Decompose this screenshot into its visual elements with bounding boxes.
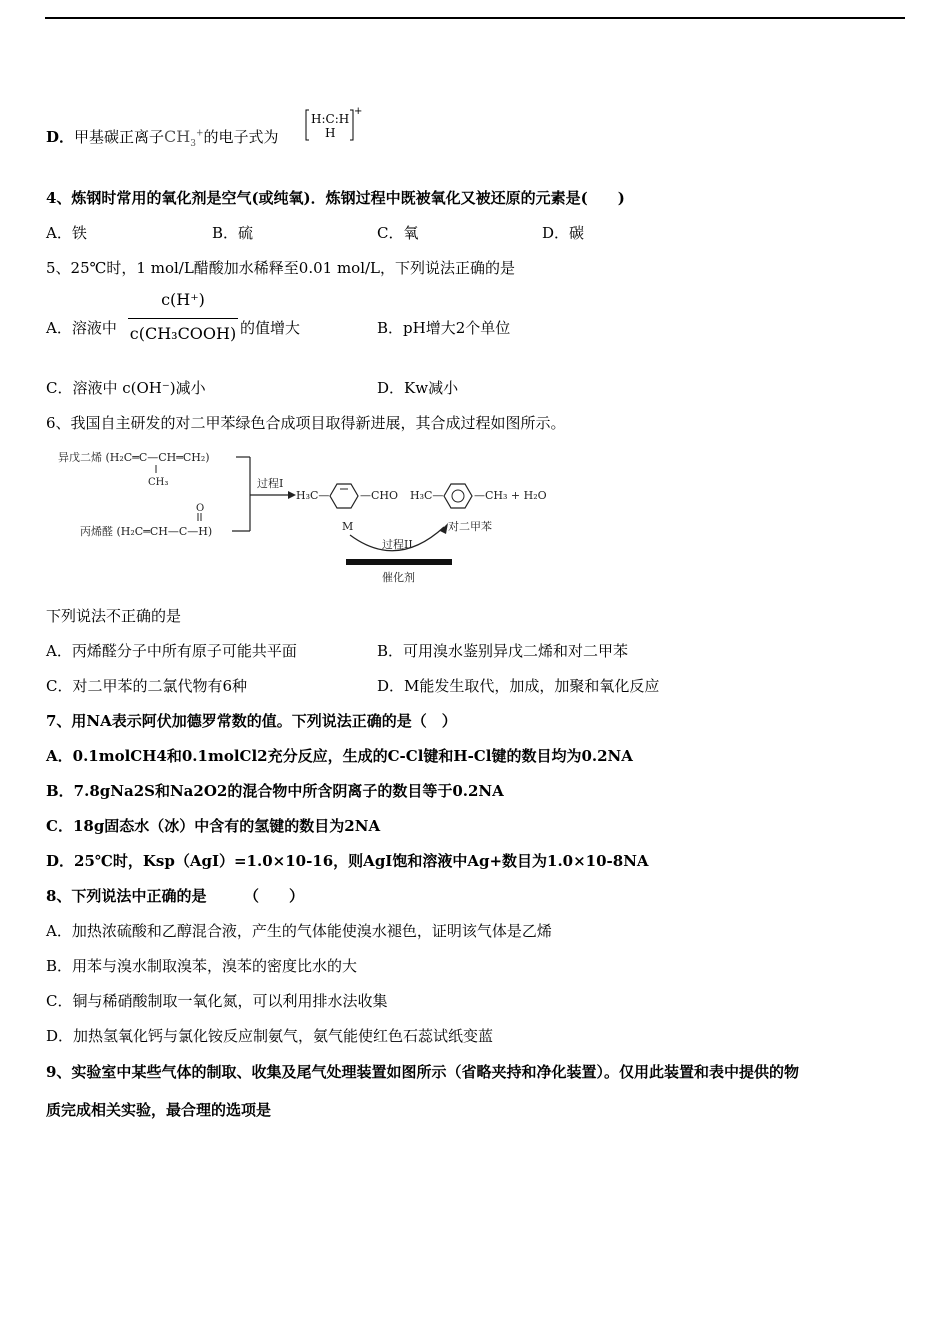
q7-option-b: B．7.8gNa2S和Na2O2的混合物中所含阴离子的数目等于0.2NA: [46, 782, 504, 800]
q6-option-c: C．对二甲苯的二氯代物有6种: [46, 677, 248, 695]
process1-label: 过程I: [257, 477, 284, 490]
q8-option-d: D．加热氢氧化钙与氯化铵反应制氨气，氨气能使红色石蕊试纸变蓝: [46, 1027, 494, 1045]
q5-stem: 5、25℃时，1 mol/L醋酸加水稀释至0.01 mol/L，下列说法正确的是: [46, 259, 516, 277]
q8-option-b: B．用苯与溴水制取溴苯，溴苯的密度比水的大: [46, 957, 358, 975]
oxygen-label: O: [196, 503, 205, 514]
q5-option-d: D．Kw减小: [377, 379, 459, 397]
process2-label: 过程II: [382, 538, 413, 551]
catalyst-label: 催化剂: [382, 571, 415, 584]
q7-option-a: A．0.1molCH4和0.1molCl2充分反应，生成的C-Cl键和H-Cl键的数目均为0.2NA: [46, 747, 633, 765]
fraction-numerator: c(H⁺): [161, 290, 205, 309]
m-label: M: [342, 520, 354, 533]
isoprene-label: 异戊二烯 (H₂C═C—CH═CH₂): [58, 451, 210, 464]
acrolein-label: 丙烯醛 (H₂C═CH—C—H): [80, 525, 213, 538]
q6-option-b: B．可用溴水鉴别异戊二烯和对二甲苯: [377, 642, 629, 660]
fraction-denominator: c(CH₃COOH): [129, 324, 237, 343]
product2-right: —CH₃ + H₂O: [474, 489, 547, 502]
q6-stem: 6、我国自主研发的对二甲苯绿色合成项目取得新进展，其合成过程如图所示。: [46, 414, 566, 432]
q9-line2: 质完成相关实验，最合理的选项是: [46, 1101, 272, 1119]
product-right: —CHO: [360, 489, 399, 502]
top-rule: [45, 17, 905, 19]
q5-option-a-pre: A．溶液中: [46, 319, 117, 337]
q3d-text2: 的电子式为: [203, 128, 279, 146]
q7-stem: 7、用NA表示阿伏加德罗常数的值。下列说法正确的是（ ）: [46, 712, 457, 730]
q8-option-c: C．铜与稀硝酸制取一氧化氮，可以利用排水法收集: [46, 992, 388, 1010]
q4-option-c: C．氧: [377, 224, 419, 242]
q6-option-d: D．M能发生取代，加成，加聚和氧化反应: [377, 677, 660, 695]
q9-line1: 9、实验室中某些气体的制取、收集及尾气处理装置如图所示（省略夹持和净化装置）。仅用此装置和表中提供的物: [46, 1063, 799, 1081]
product-left: H₃C—: [296, 489, 330, 502]
lewis-structure: [305, 106, 363, 142]
lewis-top: H:C:H: [311, 112, 350, 126]
q4-option-a: A．铁: [46, 224, 87, 242]
q5-option-c: C．溶液中 c(OH⁻)减小: [46, 379, 206, 397]
q4-option-d: D．碳: [542, 224, 585, 242]
fraction-bar: [128, 318, 238, 319]
catalyst-bar: [346, 559, 452, 565]
product2-left: H₃C—: [410, 489, 444, 502]
target-label: 对二甲苯: [448, 520, 492, 533]
methyl-label: CH₃: [148, 477, 169, 488]
q6-after: 下列说法不正确的是: [46, 607, 182, 625]
q3d-formula: $CH_3^+$: [164, 127, 204, 150]
q5-option-a-post: 的值增大: [240, 319, 301, 337]
q4-option-b: B．硫: [212, 224, 254, 242]
q5-fraction: [128, 290, 238, 350]
q8-option-a: A．加热浓硫酸和乙醇混合液，产生的气体能使溴水褪色，证明该气体是乙烯: [46, 922, 552, 940]
q3d-text1: 甲基碳正离子: [74, 128, 165, 146]
lewis-charge: +: [354, 106, 363, 117]
q5-option-b: B．pH增大2个单位: [377, 319, 511, 337]
benzene-ring-icon-2: [444, 484, 472, 508]
q3-option-d: [46, 127, 279, 150]
lewis-bottom: H: [325, 126, 336, 140]
benzene-ring-icon: [330, 484, 358, 508]
q3d-label: D．: [46, 128, 75, 146]
q6-option-a: A．丙烯醛分子中所有原子可能共平面: [46, 642, 297, 660]
q8-stem: 8、下列说法中正确的是 （ ）: [46, 887, 304, 905]
synthesis-diagram: [52, 445, 562, 585]
q4-stem: 4、炼钢时常用的氧化剂是空气(或纯氧)．炼钢过程中既被氧化又被还原的元素是( ): [46, 189, 625, 207]
q7-option-d: D．25℃时，Ksp（AgI）=1.0×10-16，则AgI饱和溶液中Ag+数目为1.0×10-8NA: [46, 852, 649, 870]
q7-option-c: C．18g固态水（冰）中含有的氢键的数目为2NA: [46, 817, 381, 835]
